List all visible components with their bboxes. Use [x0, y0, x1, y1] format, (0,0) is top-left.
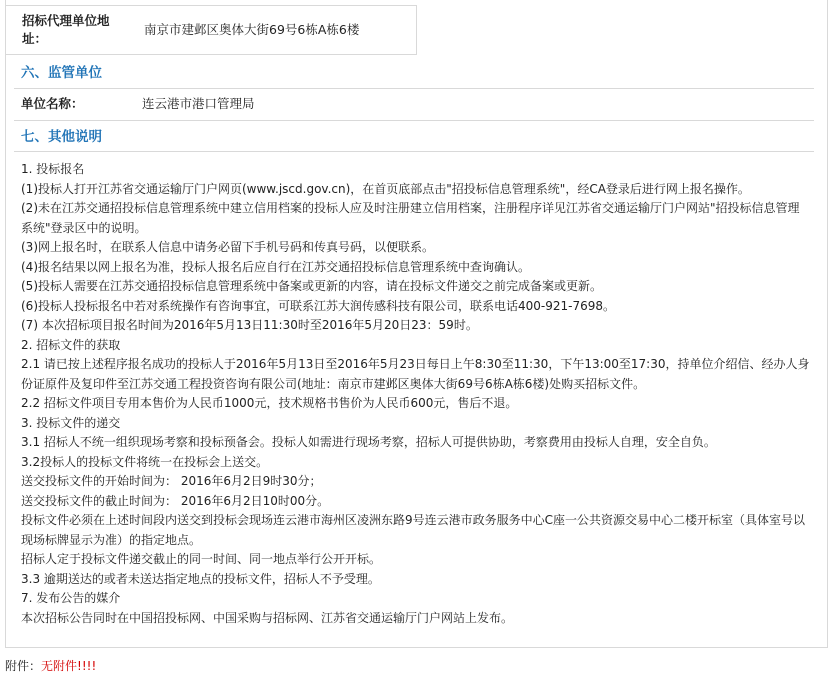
other-notes-body — [21, 160, 811, 628]
notes-paragraph: 招标人定于投标文件递交截止的同一时间、同一地点举行公开开标。 — [21, 552, 382, 566]
agency-address-row — [5, 5, 417, 55]
attachment-value: 无附件!!!! — [41, 659, 97, 673]
notes-paragraph: (1)投标人打开江苏省交通运输厅门户网页(www.jscd.gov.cn)，在首页底部点击"招投标信息管理系统"，经CA登录后进行网上报名操作。 — [21, 181, 750, 196]
notes-paragraph: (6)投标人投标报名中若对系统操作有咨询事宜，可联系江苏大润传感科技有限公司，联系电话400-921-7698。 — [21, 298, 616, 313]
notes-paragraph: (4)报名结果以网上报名为准，投标人报名后应自行在江苏交通招投标信息管理系统中查询确认。 — [21, 259, 531, 274]
notes-paragraph: 3.2投标人的投标文件将统一在投标会上送交。 — [21, 454, 269, 469]
notes-paragraph: 送交投标文件的开始时间为： 2016年6月2日9时30分； — [21, 474, 322, 488]
notes-heading-documents: 2. 招标文件的获取 — [21, 337, 121, 352]
notes-heading-submission: 3. 投标文件的递交 — [21, 415, 121, 430]
notes-paragraph: 3.3 逾期送达的或者未送达指定地点的投标文件，招标人不予受理。 — [21, 571, 380, 586]
notes-heading-registration: 1. 投标报名 — [21, 162, 85, 176]
notes-paragraph: (7) 本次招标项目报名时间为2016年5月13日11:30时至2016年5月20日23：59时。 — [21, 318, 478, 332]
attachment-row — [5, 657, 96, 675]
unit-name-value: 连云港市港口管理局 — [142, 96, 255, 111]
notes-paragraph: 送交投标文件的截止时间为： 2016年6月2日10时00分。 — [21, 493, 330, 508]
notes-paragraph: (5)投标人需要在江苏交通招投标信息管理系统中备案或更新的内容，请在投标文件递交之前完成备案或更新。 — [21, 279, 603, 293]
divider — [14, 151, 814, 152]
notes-paragraph: 投标文件必须在上述时间段内送交到投标会现场连云港市海州区凌洲东路9号连云港市政务服务中心C座一公共资源交易中心二楼开标室（具体室号以现场标牌显示为准）的指定地点。 — [21, 513, 806, 547]
divider — [14, 88, 814, 89]
notes-paragraph: 2.1 请已按上述程序报名成功的投标人于2016年5月13日至2016年5月23日每日上午8:30至11:30，下午13:00至17:30，持单位介绍信、经办人身份证原件及复印件至江苏交通工程投资咨询有限公司(地址：南京市建邺区奥体大街69号6栋A栋6楼)处购买招标文件。 — [21, 357, 810, 391]
notes-paragraph: (3)网上报名时，在联系人信息中请务必留下手机号码和传真号码，以便联系。 — [21, 240, 435, 254]
attachment-label: 附件： — [5, 659, 42, 673]
agency-address-label: 招标代理单位地址： — [22, 13, 110, 46]
section-other-notes-title: 七、其他说明 — [21, 129, 102, 145]
notes-paragraph: (2)未在江苏交通招投标信息管理系统中建立信用档案的投标人应及时注册建立信用档案，注册程序详见江苏省交通运输厅门户网站"招投标信息管理系统"登录区中的说明。 — [21, 201, 800, 235]
section-supervision-title: 六、监管单位 — [21, 65, 102, 81]
notes-heading-media: 7. 发布公告的媒介 — [21, 591, 121, 605]
notes-paragraph: 2.2 招标文件项目专用本售价为人民币1000元，技术规格书售价为人民币600元，售后不退。 — [21, 396, 518, 410]
notes-paragraph: 本次招标公告同时在中国招投标网、中国采购与招标网、江苏省交通运输厅门户网站上发布。 — [21, 610, 514, 625]
divider — [14, 120, 814, 121]
notes-paragraph: 3.1 招标人不统一组织现场考察和投标预备会。投标人如需进行现场考察，招标人可提供协助，考察费用由投标人自理，安全自负。 — [21, 435, 716, 449]
agency-address-value: 南京市建邺区奥体大街69号6栋A栋6楼 — [144, 22, 360, 37]
unit-name-label: 单位名称： — [21, 96, 84, 111]
